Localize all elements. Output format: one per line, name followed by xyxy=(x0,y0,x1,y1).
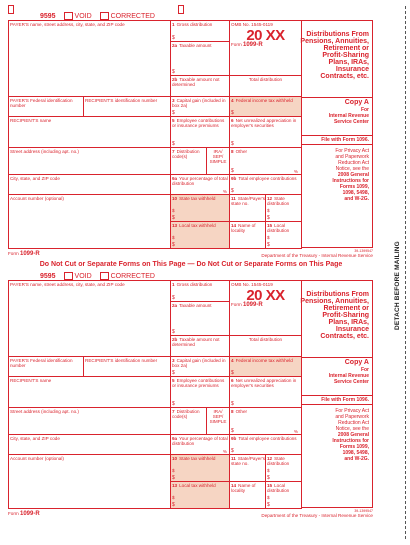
void-label: VOID xyxy=(74,272,92,280)
account-number-field[interactable]: Account number (optional) xyxy=(9,195,171,249)
box-2a-taxable-amount[interactable]: 2a Taxable amount $ xyxy=(171,302,230,336)
form-footer-right: 39-1399547 Department of the Treasury - Internal Revenue Service xyxy=(261,509,373,518)
total-distribution-checkbox[interactable]: Total distribution xyxy=(230,76,302,97)
right-panel xyxy=(301,20,373,248)
form-footer-left: Form 1099-R xyxy=(8,511,40,517)
box-8-other[interactable]: 8 Other $ % xyxy=(230,148,302,175)
box-13-local-tax[interactable]: 13 Local tax withheld $ $ xyxy=(171,222,230,249)
payer-name-field[interactable]: PAYER'S name, street address, city, state, and ZIP code xyxy=(9,21,171,97)
box-4-federal-tax-withheld[interactable]: 4 Federal income tax withheld $ xyxy=(230,97,302,117)
void-label: VOID xyxy=(74,12,92,20)
box-4-federal-tax-withheld[interactable]: 4 Federal income tax withheld $ xyxy=(230,357,302,377)
right-panel xyxy=(301,280,373,508)
payer-federal-id-field[interactable]: PAYER'S Federal identification number xyxy=(9,357,84,377)
cut-warning: Do Not Cut or Separate Forms on This Page — Do Not Cut or Separate Forms on This Page xyxy=(39,261,343,268)
payer-name-field[interactable]: PAYER'S name, street address, city, state, and ZIP code xyxy=(9,281,171,357)
box-7-distribution-code[interactable]: 7 Distribution code(s) xyxy=(171,408,207,435)
form-code: 9595 xyxy=(40,12,56,20)
void-checkbox[interactable] xyxy=(64,12,73,20)
privacy-notice: For Privacy Act and Paperwork Reduction Act Notice, see the 2008 General Instructions for Forms 1099, 1098, 5498, and W-2G. xyxy=(332,408,369,462)
ira-sep-simple-checkbox[interactable]: IRA/ SEP/ SIMPLE xyxy=(207,408,230,435)
form-grid xyxy=(8,20,302,249)
form-footer-left: Form 1099-R xyxy=(8,251,40,257)
corner-mark-right xyxy=(178,5,184,14)
right-divider-3 xyxy=(301,404,372,405)
box-12-state-distribution[interactable]: 12 State distribution $ $ xyxy=(266,455,302,482)
form-header-line xyxy=(40,272,155,280)
detach-strip xyxy=(392,0,406,545)
privacy-notice: For Privacy Act and Paperwork Reduction Act Notice, see the 2008 General Instructions for Forms 1099, 1098, 5498, and W-2G. xyxy=(332,148,369,202)
corrected-label: CORRECTED xyxy=(110,12,155,20)
box-2b-not-determined[interactable]: 2b Taxable amount not determined xyxy=(171,336,230,357)
corner-mark-left xyxy=(8,5,14,14)
box-13-local-tax[interactable]: 13 Local tax withheld $ $ xyxy=(171,482,230,509)
box-9a-percentage[interactable]: 9a Your percentage of total distribution % xyxy=(171,435,230,455)
box-12-state-distribution[interactable]: 12 State distribution $ $ xyxy=(266,195,302,222)
omb-number: OMB No. 1545-0119 xyxy=(231,22,273,27)
box-3-capital-gain[interactable]: 3 Capital gain (included in box 2a) $ xyxy=(171,357,230,377)
recipient-id-field[interactable]: RECIPIENT'S identification number xyxy=(84,357,171,377)
box-5-employee-contributions[interactable]: 5 Employee contributions or insurance premiums $ xyxy=(171,377,230,408)
recipient-id-field[interactable]: RECIPIENT'S identification number xyxy=(84,97,171,117)
box-9b-total-employee-contributions[interactable]: 9b Total employee contributions $ xyxy=(230,435,302,455)
detach-label: DETACH BEFORE MAILING xyxy=(394,241,401,330)
box-9b-total-employee-contributions[interactable]: 9b Total employee contributions $ xyxy=(230,175,302,195)
corrected-checkbox[interactable] xyxy=(100,272,109,280)
form-header-line xyxy=(40,12,155,20)
omb-year-block xyxy=(230,21,302,76)
tax-year: 20 XX xyxy=(246,27,285,44)
box-15-local-distribution[interactable]: 15 Local distribution $ $ xyxy=(266,482,302,509)
right-divider-3 xyxy=(301,144,372,145)
box-10-state-tax[interactable]: 10 State tax withheld $ $ xyxy=(171,195,230,222)
corrected-checkbox[interactable] xyxy=(100,12,109,20)
form-code: 9595 xyxy=(40,272,56,280)
form-number-label: Form 1099-R xyxy=(231,42,263,48)
total-distribution-checkbox[interactable]: Total distribution xyxy=(230,336,302,357)
box-1-gross-distribution[interactable]: 1 Gross distribution $ xyxy=(171,281,230,302)
void-checkbox[interactable] xyxy=(64,272,73,280)
box-8-other[interactable]: 8 Other $ % xyxy=(230,408,302,435)
box-2a-taxable-amount[interactable]: 2a Taxable amount $ xyxy=(171,42,230,76)
copy-a-block: Copy A For Internal Revenue Service Center xyxy=(328,359,369,385)
box-14-locality-name[interactable]: 14 Name of locality xyxy=(230,482,266,509)
recipient-name-field[interactable]: RECIPIENT'S name xyxy=(9,377,171,408)
box-10-state-tax[interactable]: 10 State tax withheld $ $ xyxy=(171,455,230,482)
tax-year: 20 XX xyxy=(246,287,285,304)
city-state-zip-field[interactable]: City, state, and ZIP code xyxy=(9,435,171,455)
street-address-field[interactable]: Street address (including apt. no.) xyxy=(9,408,171,435)
omb-number: OMB No. 1545-0119 xyxy=(231,282,273,287)
box-14-locality-name[interactable]: 14 Name of locality xyxy=(230,222,266,249)
box-11-state-payer-number[interactable]: 11 State/Payer's state no. xyxy=(230,195,266,222)
box-5-employee-contributions[interactable]: 5 Employee contributions or insurance premiums $ xyxy=(171,117,230,148)
ira-sep-simple-checkbox[interactable]: IRA/ SEP/ SIMPLE xyxy=(207,148,230,175)
city-state-zip-field[interactable]: City, state, and ZIP code xyxy=(9,175,171,195)
form-title: Distributions From Pensions, Annuities, Retirement or Profit-Sharing Plans, IRAs, Insurance Contracts, etc. xyxy=(300,31,369,80)
file-with-1096: File with Form 1096. xyxy=(321,137,369,143)
form-title: Distributions From Pensions, Annuities, Retirement or Profit-Sharing Plans, IRAs, Insurance Contracts, etc. xyxy=(300,291,369,340)
box-1-gross-distribution[interactable]: 1 Gross distribution $ xyxy=(171,21,230,42)
box-15-local-distribution[interactable]: 15 Local distribution $ $ xyxy=(266,222,302,249)
payer-federal-id-field[interactable]: PAYER'S Federal identification number xyxy=(9,97,84,117)
omb-year-block xyxy=(230,281,302,336)
account-number-field[interactable]: Account number (optional) xyxy=(9,455,171,509)
form-footer-right: 39-1399547 Department of the Treasury - Internal Revenue Service xyxy=(261,249,373,258)
recipient-name-field[interactable]: RECIPIENT'S name xyxy=(9,117,171,148)
form-number-label: Form 1099-R xyxy=(231,302,263,308)
street-address-field[interactable]: Street address (including apt. no.) xyxy=(9,148,171,175)
box-11-state-payer-number[interactable]: 11 State/Payer's state no. xyxy=(230,455,266,482)
detach-dashed-line xyxy=(405,6,406,539)
form-grid xyxy=(8,280,302,509)
box-9a-percentage[interactable]: 9a Your percentage of total distribution % xyxy=(171,175,230,195)
box-7-distribution-code[interactable]: 7 Distribution code(s) xyxy=(171,148,207,175)
box-2b-not-determined[interactable]: 2b Taxable amount not determined xyxy=(171,76,230,97)
right-divider-1 xyxy=(301,97,372,98)
right-divider-2 xyxy=(301,395,372,396)
corrected-label: CORRECTED xyxy=(110,272,155,280)
file-with-1096: File with Form 1096. xyxy=(321,397,369,403)
copy-a-block: Copy A For Internal Revenue Service Center xyxy=(328,99,369,125)
right-divider-2 xyxy=(301,135,372,136)
right-divider-1 xyxy=(301,357,372,358)
box-6-net-unrealized[interactable]: 6 Net unrealized appreciation in employer's securities $ xyxy=(230,117,302,148)
box-3-capital-gain[interactable]: 3 Capital gain (included in box 2a) $ xyxy=(171,97,230,117)
box-6-net-unrealized[interactable]: 6 Net unrealized appreciation in employer's securities $ xyxy=(230,377,302,408)
